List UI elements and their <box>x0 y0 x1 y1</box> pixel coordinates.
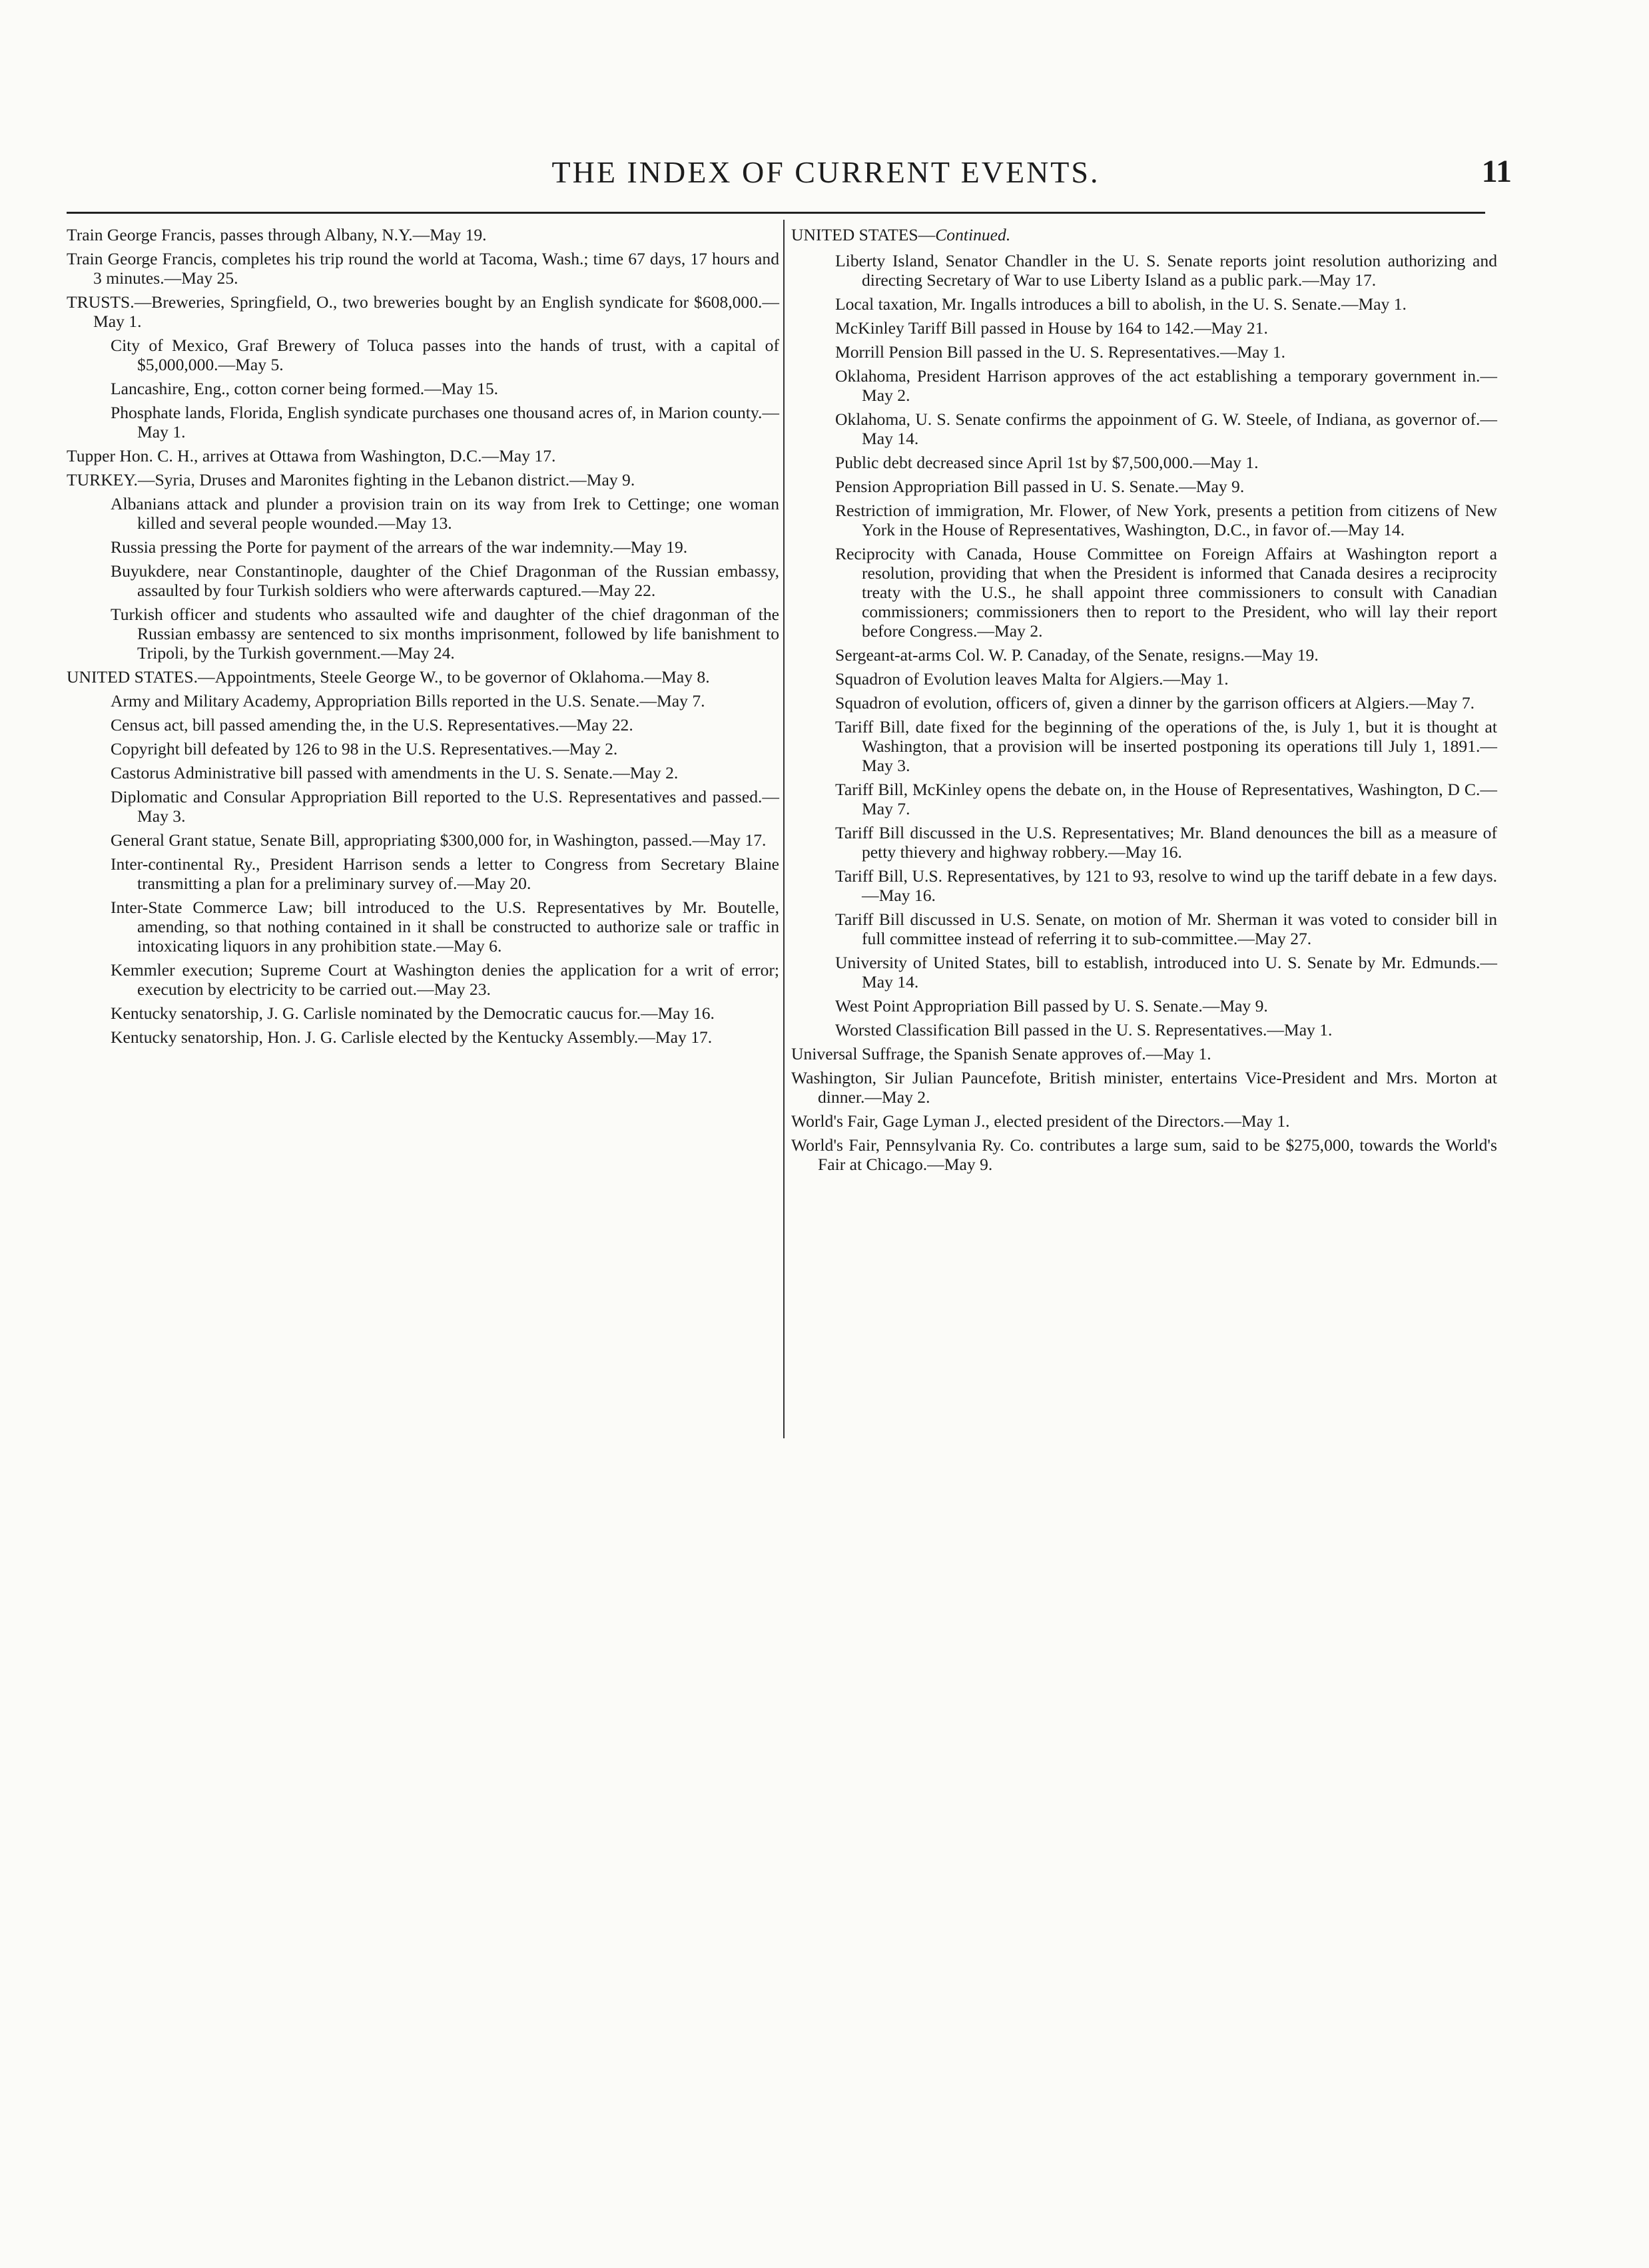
index-subentry: Kentucky senatorship, J. G. Carlisle nominated by the Democratic caucus for.—May 16. <box>111 1003 715 1023</box>
index-entry: Train George Francis, completes his trip round the world at Tacoma, Wash.; time 67 days, 17 hours and 3 minutes.—May 25. <box>67 249 779 288</box>
index-subentry: Squadron of Evolution leaves Malta for Algiers.—May 1. <box>835 669 1229 689</box>
index-subentry: Oklahoma, U. S. Senate confirms the appoinment of G. W. Steele, of Indiana, as governor of.—May 14. <box>835 410 1497 448</box>
index-subentry: City of Mexico, Graf Brewery of Toluca passes into the hands of trust, with a capital of $5,000,000.—May 5. <box>111 336 779 374</box>
index-subentry: University of United States, bill to establish, introduced into U. S. Senate by Mr. Edmunds.—May 14. <box>835 953 1497 992</box>
index-entry: Universal Suffrage, the Spanish Senate approves of.—May 1. <box>791 1044 1211 1063</box>
index-subentry: Tariff Bill, McKinley opens the debate on, in the House of Representatives, Washington, D C.—May 7. <box>835 780 1497 818</box>
index-subentry: Inter-continental Ry., President Harrison sends a letter to Congress from Secretary Blaine transmitting a plan for a preliminary survey of.—May 20. <box>111 854 779 893</box>
index-subentry: Castorus Administrative bill passed with amendments in the U. S. Senate.—May 2. <box>111 763 679 782</box>
index-entry: TRUSTS.—Breweries, Springfield, O., two breweries bought by an English syndicate for $608,000.—May 1. <box>67 292 779 331</box>
index-subentry: Morrill Pension Bill passed in the U. S. Representatives.—May 1. <box>835 342 1286 362</box>
index-subentry: Sergeant-at-arms Col. W. P. Canaday, of the Senate, resigns.—May 19. <box>835 645 1319 665</box>
index-entry: Tupper Hon. C. H., arrives at Ottawa from Washington, D.C.—May 17. <box>67 446 556 465</box>
index-subentry: Turkish officer and students who assaulted wife and daughter of the chief dragonman of the Russian embassy are sentenced to six months imprisonment, followed by life banishment to Tripoli, by the Turkish government.—May 24. <box>111 605 779 663</box>
index-entry: Train George Francis, passes through Albany, N.Y.—May 19. <box>67 225 487 244</box>
index-entry: UNITED STATES.—Appointments, Steele George W., to be governor of Oklahoma.—May 8. <box>67 667 710 687</box>
continued-heading-label: UNITED STATES— <box>791 225 936 244</box>
index-subentry: Albanians attack and plunder a provision train on its way from Irek to Cettinge; one woman killed and several people wounded.—May 13. <box>111 494 779 533</box>
index-subentry: Public debt decreased since April 1st by $7,500,000.—May 1. <box>835 453 1259 472</box>
right-column-entries <box>791 251 1497 1174</box>
index-subentry: Copyright bill defeated by 126 to 98 in the U.S. Representatives.—May 2. <box>111 739 618 758</box>
index-subentry: Oklahoma, President Harrison approves of the act establishing a temporary government in.—May 2. <box>835 366 1497 405</box>
index-subentry: General Grant statue, Senate Bill, appropriating $300,000 for, in Washington, passed.—May 17. <box>111 830 767 850</box>
running-title: THE INDEX OF CURRENT EVENTS. <box>551 155 1100 189</box>
index-subentry: Inter-State Commerce Law; bill introduced to the U.S. Representatives by Mr. Boutelle, amending, so that nothing contained in it shall be constructed to authorize sale or traffic in intoxicating liquors in any prohibition state.—May 6. <box>111 898 779 956</box>
index-subentry: Russia pressing the Porte for payment of the arrears of the war indemnity.—May 19. <box>111 537 688 557</box>
index-subentry: Reciprocity with Canada, House Committee on Foreign Affairs at Washington report a resolution, providing that when the President is informed that Canada desires a reciprocity treaty with the U.S., he shall appoint three commissioners to consult with Canadian commissioners; commissioners then to report to the President, who will lay their report before Congress.—May 2. <box>835 544 1497 641</box>
index-subentry: Worsted Classification Bill passed in the U. S. Representatives.—May 1. <box>835 1020 1333 1039</box>
left-column <box>67 225 779 1051</box>
index-subentry: Pension Appropriation Bill passed in U. S. Senate.—May 9. <box>835 477 1245 496</box>
right-column <box>791 225 1497 1179</box>
header-rule <box>67 212 1485 214</box>
index-subentry: Phosphate lands, Florida, English syndicate purchases one thousand acres of, in Marion county.—May 1. <box>111 403 779 441</box>
index-subentry: Squadron of evolution, officers of, given a dinner by the garrison officers at Algiers.—May 7. <box>835 693 1475 712</box>
index-subentry: Diplomatic and Consular Appropriation Bill reported to the U.S. Representatives and passed.—May 3. <box>111 787 779 826</box>
index-subentry: Liberty Island, Senator Chandler in the U. S. Senate reports joint resolution authorizing and directing Secretary of War to use Liberty Island as a public park.—May 17. <box>835 251 1497 290</box>
continued-word: Continued. <box>935 225 1011 244</box>
index-entry: World's Fair, Pennsylvania Ry. Co. contributes a large sum, said to be $275,000, towards the World's Fair at Chicago.—May 9. <box>791 1135 1497 1174</box>
index-subentry: Local taxation, Mr. Ingalls introduces a bill to abolish, in the U. S. Senate.—May 1. <box>835 294 1407 314</box>
index-subentry: Kemmler execution; Supreme Court at Washington denies the application for a writ of error; execution by electricity to be carried out.—May 23. <box>111 960 779 999</box>
index-subentry: Tariff Bill discussed in U.S. Senate, on motion of Mr. Sherman it was voted to consider bill in full committee instead of referring it to sub-committee.—May 27. <box>835 910 1497 948</box>
index-subentry: Army and Military Academy, Appropriation Bills reported in the U.S. Senate.—May 7. <box>111 691 705 710</box>
index-entry: TURKEY.—Syria, Druses and Maronites fighting in the Lebanon district.—May 9. <box>67 470 635 489</box>
index-entry: World's Fair, Gage Lyman J., elected president of the Directors.—May 1. <box>791 1111 1290 1131</box>
index-subentry: McKinley Tariff Bill passed in House by 164 to 142.—May 21. <box>835 318 1268 338</box>
index-subentry: Buyukdere, near Constantinople, daughter of the Chief Dragonman of the Russian embassy, assaulted by four Turkish soldiers who were afterwards captured.—May 22. <box>111 561 779 600</box>
continued-heading <box>791 225 1497 244</box>
index-entry: Washington, Sir Julian Pauncefote, British minister, entertains Vice-President and Mrs. Morton at dinner.—May 2. <box>791 1068 1497 1107</box>
index-subentry: Tariff Bill, date fixed for the beginning of the operations of the, is July 1, but it is thought at Washington, that a provision will be inserted postponing its operations till July 1, 1891.—May 3. <box>835 717 1497 775</box>
index-subentry: Tariff Bill discussed in the U.S. Representatives; Mr. Bland denounces the bill as a measure of petty thievery and highway robbery.—May 16. <box>835 823 1497 862</box>
index-subentry: West Point Appropriation Bill passed by U. S. Senate.—May 9. <box>835 996 1268 1015</box>
index-subentry: Census act, bill passed amending the, in the U.S. Representatives.—May 22. <box>111 715 633 734</box>
index-subentry: Lancashire, Eng., cotton corner being formed.—May 15. <box>111 379 499 398</box>
index-subentry: Kentucky senatorship, Hon. J. G. Carlisle elected by the Kentucky Assembly.—May 17. <box>111 1027 713 1047</box>
index-subentry: Tariff Bill, U.S. Representatives, by 121 to 93, resolve to wind up the tariff debate in a few days.—May 16. <box>835 866 1497 905</box>
page-number: 11 <box>1481 154 1512 189</box>
column-divider <box>783 220 785 1438</box>
index-subentry: Restriction of immigration, Mr. Flower, of New York, presents a petition from citizens of New York in the House of Representatives, Washington, D.C., in favor of.—May 14. <box>835 501 1497 539</box>
